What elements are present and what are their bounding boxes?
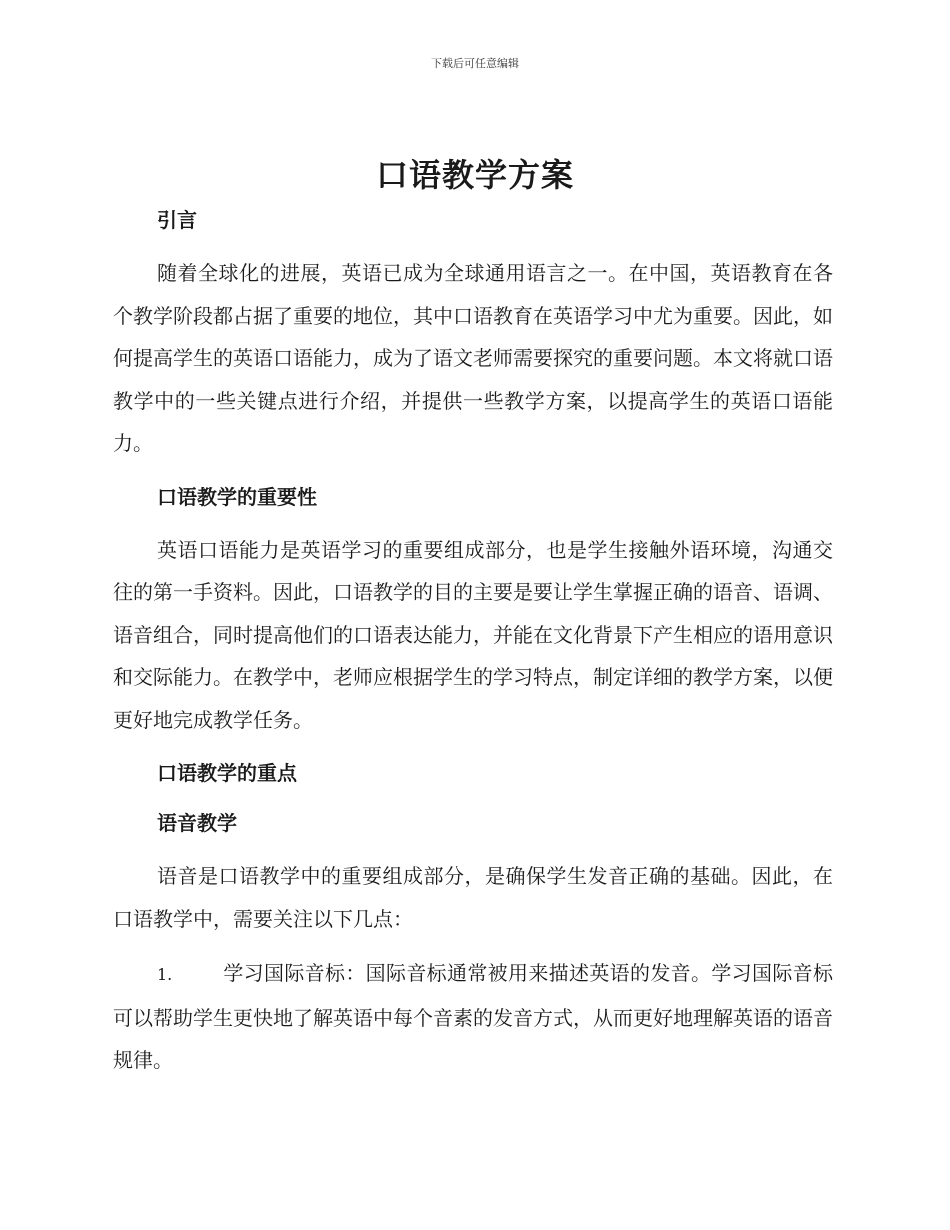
header-note: 下载后可任意编辑: [431, 57, 519, 70]
section-heading-importance: 口语教学的重要性: [157, 484, 317, 509]
list-item-number: 1.: [157, 965, 173, 984]
subsection-heading-phonetics: 语音教学: [157, 811, 237, 835]
paragraph-intro: 随着全球化的进展，英语已成为全球通用语言之一。在中国，英语教育在各个教学阶段都占据了重要的地位，其中口语教育在英语学习中尤为重要。因此，如何提高学生的英语口语能力，成为了语文老师需要探究的重要问题。本文将就口语教学中的一些关键点进行介绍，并提供一些教学方案，以提高学生的英语口语能力。: [113, 261, 833, 455]
document-body: [113, 200, 833, 1082]
page-title: 口语教学方案: [375, 156, 574, 194]
section-heading-intro: 引言: [157, 208, 197, 232]
list-item: [113, 952, 833, 1082]
paragraph-phonetics: 语音是口语教学中的重要组成部分，是确保学生发音正确的基础。因此，在口语教学中，需要关注以下几点：: [113, 864, 833, 931]
section-heading-focus: 口语教学的重点: [157, 761, 297, 785]
paragraph-importance: 英语口语能力是英语学习的重要组成部分，也是学生接触外语环境，沟通交往的第一手资料。因此，口语教学的目的主要是要让学生掌握正确的语音、语调、语音组合，同时提高他们的口语表达能力，并能在文化背景下产生相应的语用意识和交际能力。在教学中，老师应根据学生的学习特点，制定详细的教学方案，以便更好地完成教学任务。: [113, 537, 833, 732]
list-item-text: 学习国际音标：国际音标通常被用来描述英语的发音。学习国际音标可以帮助学生更快地了解英语中每个音素的发音方式，从而更好地理解英语的语音规律。: [113, 961, 833, 1072]
